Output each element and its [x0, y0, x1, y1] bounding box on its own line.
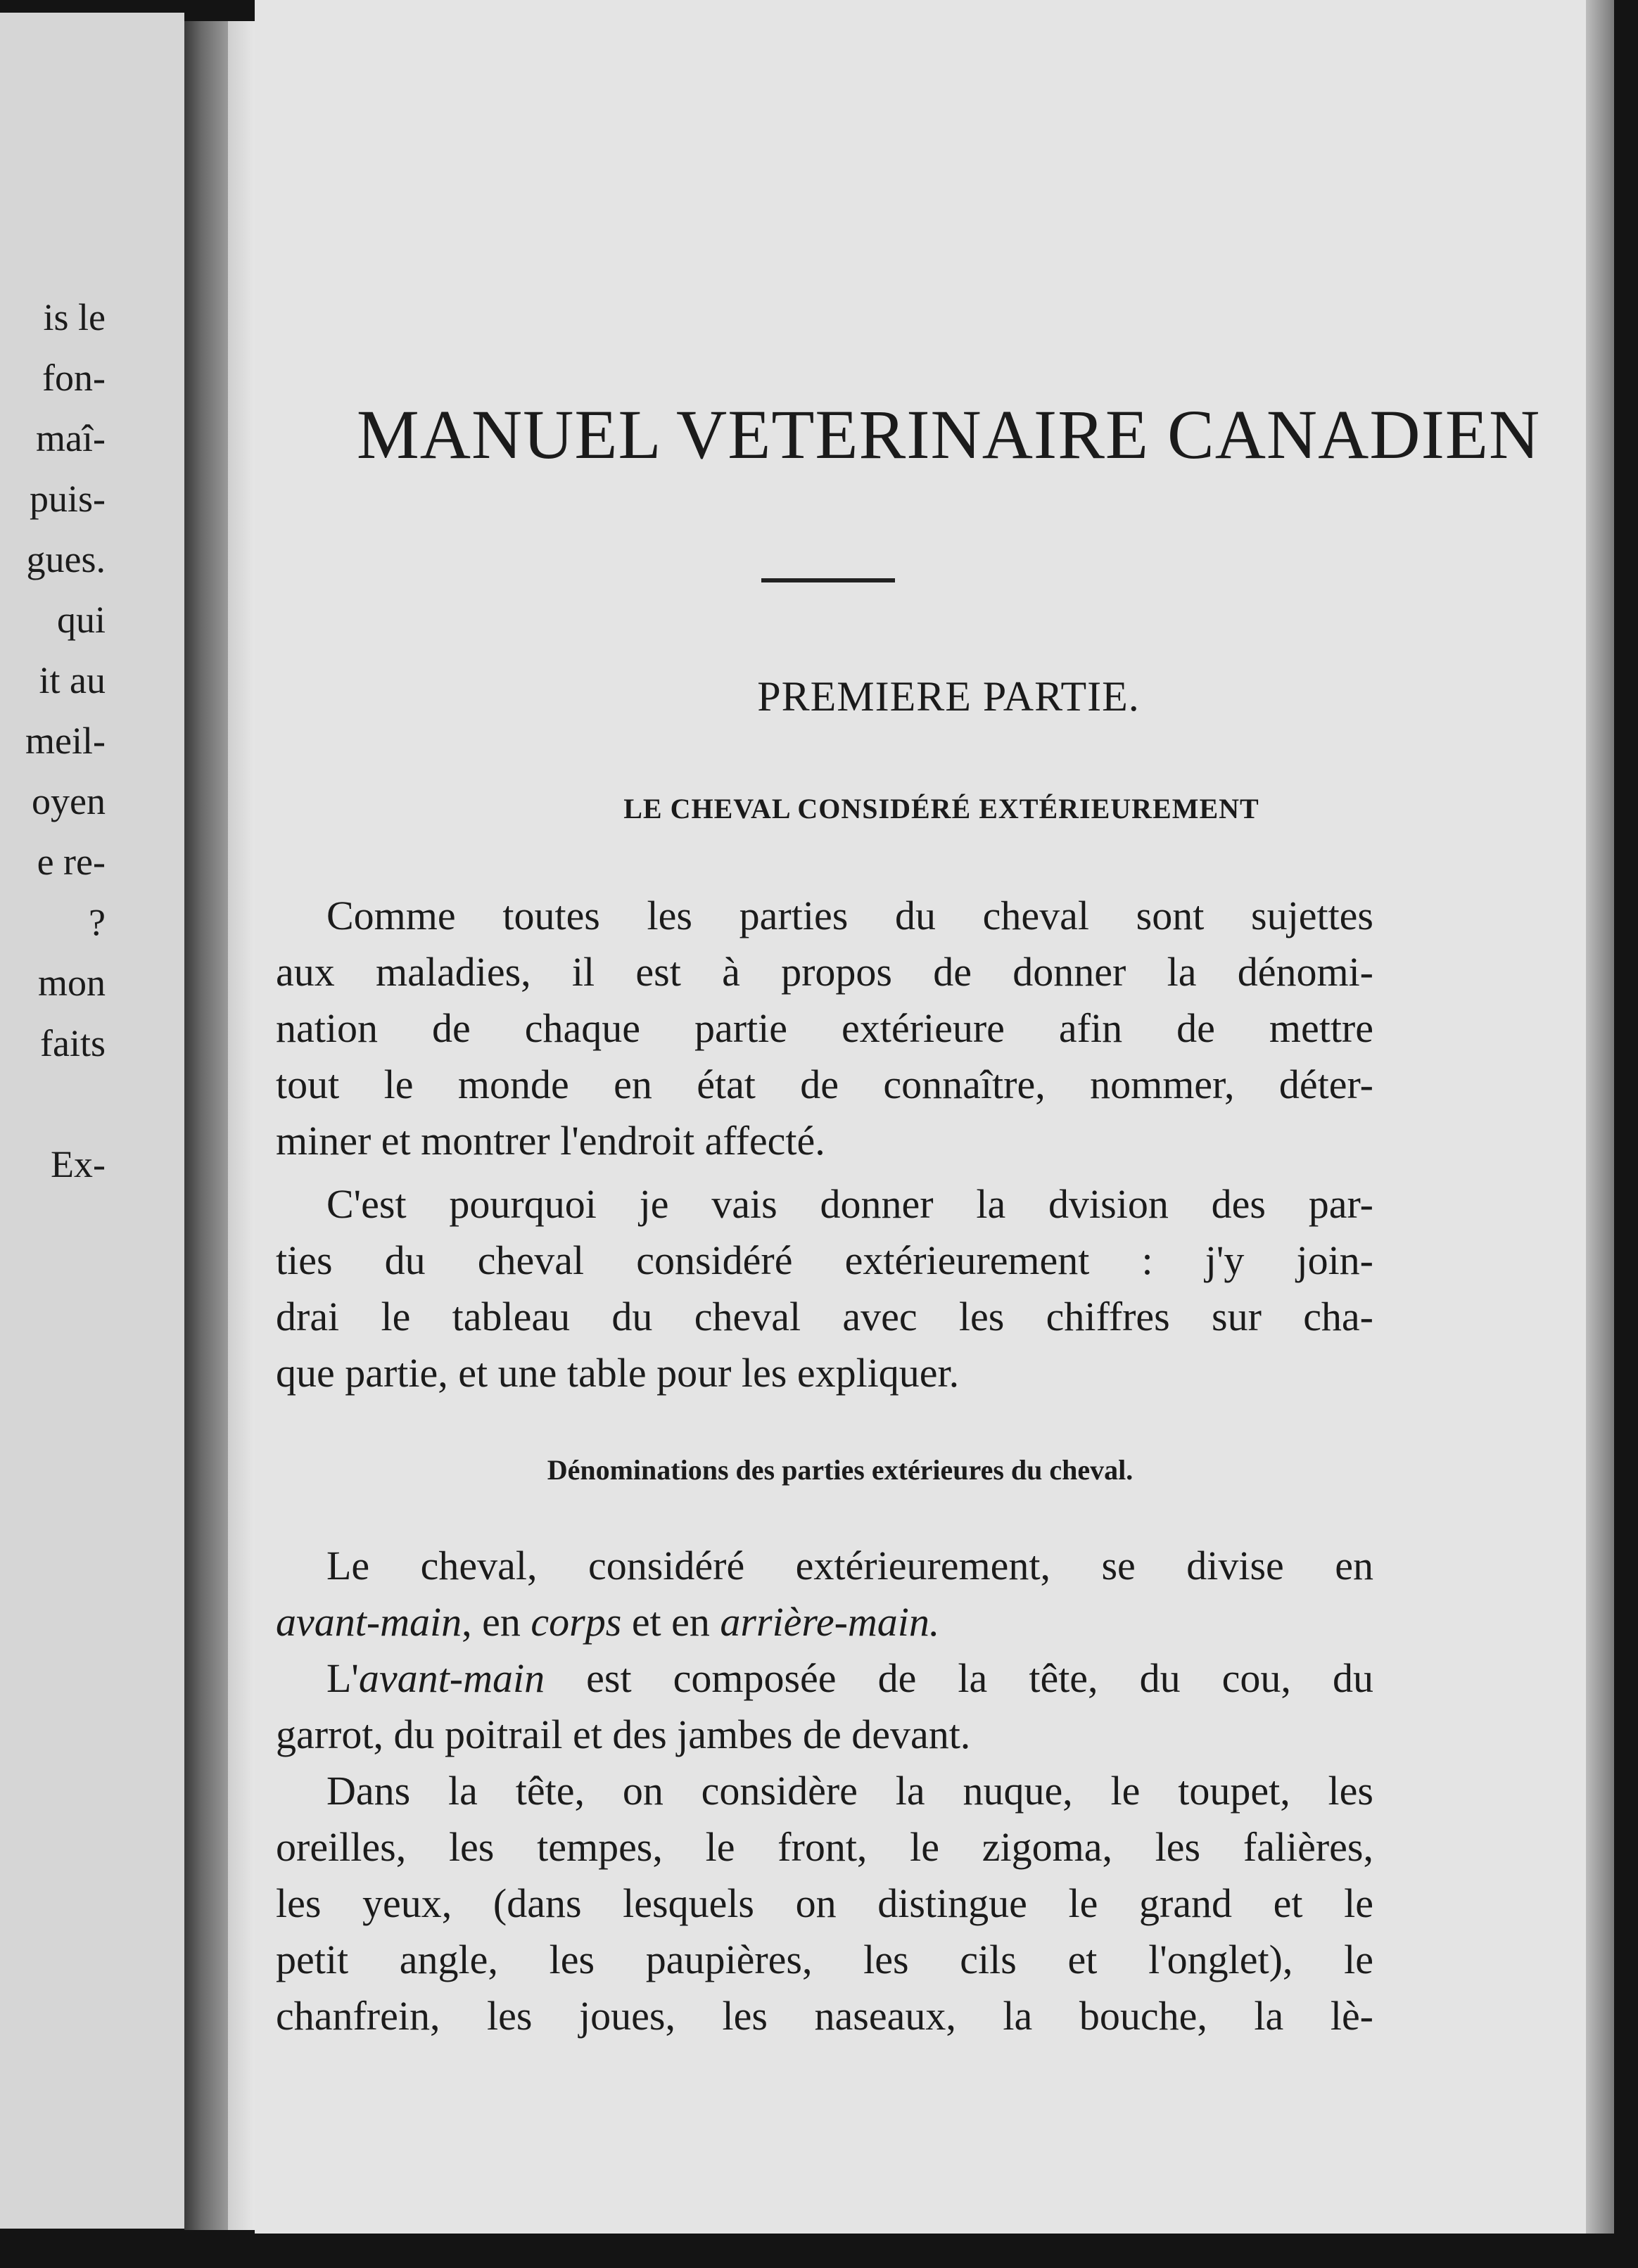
- left-page-line: qui: [56, 599, 106, 641]
- text-fragment: L': [326, 1655, 359, 1701]
- paragraph-avant-main: [276, 1650, 1373, 1763]
- text-line: drai le tableau du cheval avec les chiffres sur cha-: [276, 1294, 1373, 1339]
- left-page-text: [0, 287, 176, 1194]
- page-title: MANUEL VETERINAIRE CANADIEN: [356, 395, 1541, 473]
- text-fragment: est composée de la tête, du cou, du: [545, 1655, 1373, 1701]
- left-page-line: is le: [43, 296, 106, 338]
- text-line: tout le monde en état de connaître, nommer, déter-: [276, 1062, 1373, 1107]
- text-fragment: et en: [621, 1599, 720, 1645]
- part-heading: PREMIERE PARTIE.: [757, 673, 1140, 720]
- gutter-highlight: [228, 21, 255, 2230]
- italic-term: avant-main: [276, 1599, 462, 1645]
- text-fragment: , en: [462, 1599, 531, 1645]
- text-line: Dans la tête, on considère la nuque, le toupet, les: [326, 1768, 1373, 1814]
- text-line: les yeux, (dans lesquels on distingue le grand et le: [276, 1880, 1373, 1926]
- text-line: [276, 1594, 1373, 1650]
- text-line: Le cheval, considéré extérieurement, se divise en: [326, 1543, 1373, 1588]
- italic-term: avant-main: [358, 1655, 545, 1701]
- text-line: nation de chaque partie extérieure afin de mettre: [276, 1005, 1373, 1051]
- left-page-line: Ex-: [51, 1143, 106, 1185]
- text-line: petit angle, les paupières, les cils et l'onglet), le: [276, 1937, 1373, 1982]
- text-line: garrot, du poitrail et des jambes de devant.: [276, 1712, 971, 1757]
- text-line: chanfrein, les joues, les naseaux, la bouche, la lè-: [276, 1993, 1373, 2039]
- left-page-line: e re-: [37, 841, 106, 883]
- paragraph-intro: [276, 888, 1373, 1169]
- left-page-line: fon-: [42, 357, 106, 399]
- text-line: Comme toutes les parties du cheval sont sujettes: [326, 893, 1373, 938]
- text-line: ties du cheval considéré extérieurement : j'y join-: [276, 1237, 1373, 1283]
- text-line: C'est pourquoi je vais donner la dvision des par-: [326, 1181, 1373, 1227]
- left-page-line: gues.: [26, 538, 106, 580]
- text-line: [276, 1650, 1373, 1707]
- left-facing-page: [0, 13, 184, 2229]
- left-page-line: mon: [37, 962, 106, 1004]
- left-page-line: maî-: [36, 417, 106, 459]
- text-line: que partie, et une table pour les expliquer.: [276, 1350, 960, 1396]
- left-page-line: meil-: [25, 720, 106, 762]
- paragraph-division: [276, 1176, 1373, 1401]
- text-line: oreilles, les tempes, le front, le zigoma, les falières,: [276, 1824, 1373, 1870]
- title-rule: [761, 578, 895, 582]
- subsection-heading: Dénominations des parties extérieures du cheval.: [547, 1454, 1134, 1486]
- text-line: miner et montrer l'endroit affecté.: [276, 1118, 825, 1164]
- paragraph-cheval-divise: [276, 1538, 1373, 1650]
- left-page-line: it au: [39, 659, 106, 701]
- paragraph-tete: [276, 1763, 1373, 2044]
- page-right-edge: [1586, 0, 1614, 2234]
- left-page-line: [0, 1074, 176, 1134]
- left-page-line: puis-: [30, 478, 106, 520]
- italic-term: corps: [531, 1599, 622, 1645]
- left-page-line: faits: [40, 1022, 106, 1064]
- left-page-line: ?: [89, 901, 106, 943]
- text-line: aux maladies, il est à propos de donner la dénomi-: [276, 949, 1373, 995]
- left-page-line: oyen: [32, 780, 106, 822]
- book-gutter: [184, 21, 228, 2230]
- italic-term: arrière-main.: [720, 1599, 940, 1645]
- section-heading: LE CHEVAL CONSIDÉRÉ EXTÉRIEUREMENT: [623, 793, 1259, 824]
